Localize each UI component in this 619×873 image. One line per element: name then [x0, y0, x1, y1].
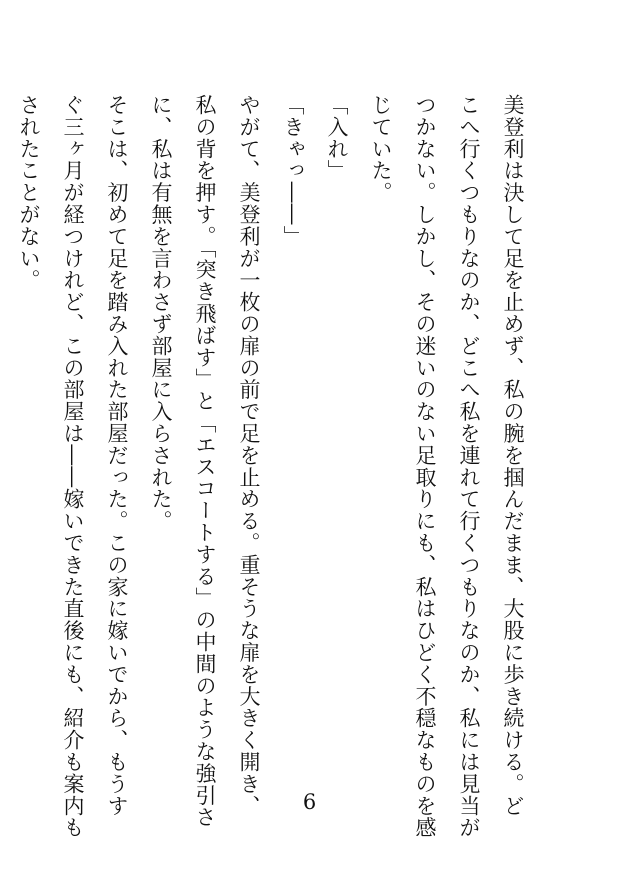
- text-line: に、私は有無を言わさず部屋に入らされた。: [149, 94, 173, 532]
- text-line: ぐ三ヶ月が経つけれど、この部屋は――嫁いできた直後にも、紹介も案内も: [61, 94, 85, 839]
- text-line: つかない。しかし、その迷いのない足取りにも、私はひどく不穏なものを感: [413, 94, 437, 839]
- text-line: そこは、初めて足を踏み入れた部屋だった。この家に嫁いでから、もうす: [105, 94, 129, 817]
- vertical-text-block: [17, 94, 535, 839]
- text-line: 「きゃっ――」: [281, 94, 305, 248]
- text-line: 「入れ」: [325, 94, 349, 182]
- page-number: 6: [302, 790, 317, 814]
- text-line: 私の背を押す。「突き飛ばす」と「エスコートする」の中間のような強引さ: [193, 94, 217, 829]
- text-line: やがて、美登利が一枚の扉の前で足を止める。重そうな扉を大きく開き、: [237, 94, 261, 817]
- text-line: されたことがない。: [17, 94, 41, 292]
- text-line: こへ行くつもりなのか、どこへ私を連れて行くつもりなのか、私には見当が: [457, 94, 481, 839]
- text-line: じていた。: [369, 94, 393, 204]
- text-line: 美登利は決して足を止めず、私の腕を掴んだまま、大股に歩き続ける。ど: [501, 94, 525, 817]
